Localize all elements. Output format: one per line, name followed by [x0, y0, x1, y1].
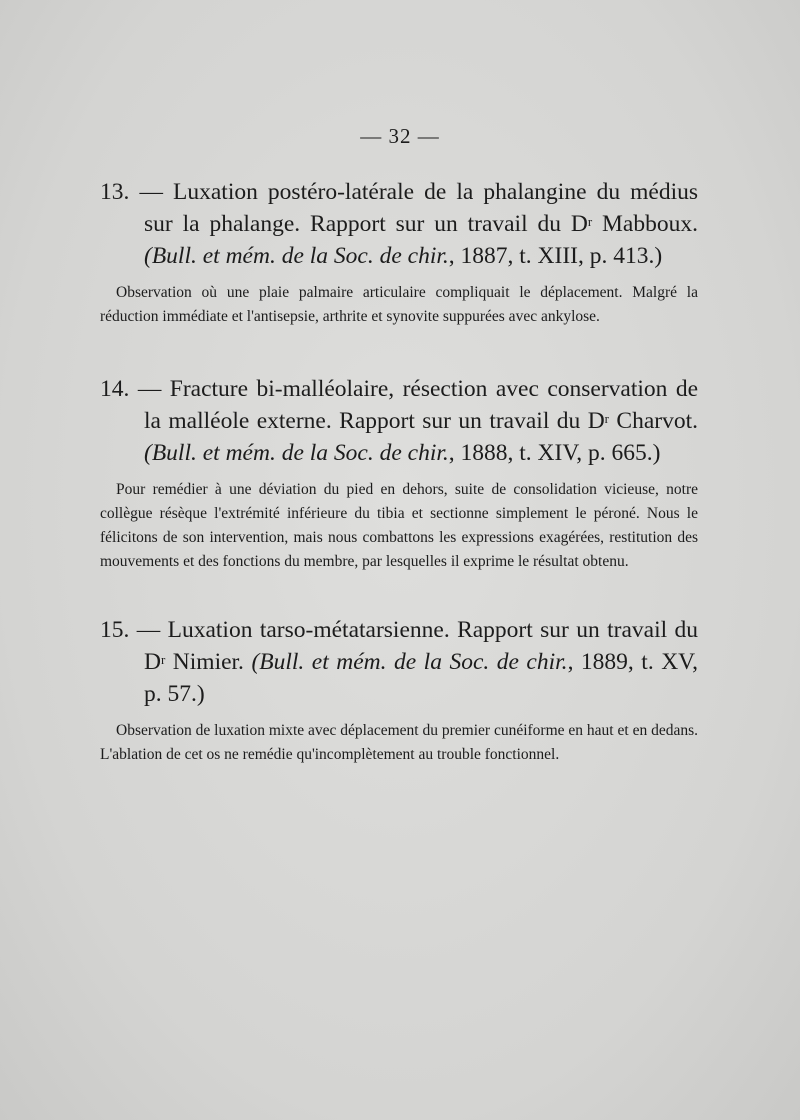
title-superscript: r	[587, 214, 593, 229]
entry-title-text: — Luxation postéro-latérale de la phalangine du médius sur la phalange. Rapport sur un travail du D	[139, 179, 699, 237]
title-superscript: r	[604, 411, 609, 426]
entry-number: 14.	[100, 376, 130, 402]
entry-title	[100, 614, 698, 710]
entry-title-text: — Luxation tarso-métatarsienne. Rapport sur un travail du D	[136, 617, 699, 675]
entry-title	[100, 373, 698, 469]
entry-title	[100, 176, 698, 272]
entry-reference: (Bull. et mém. de la Soc. de chir.	[144, 440, 449, 466]
entry-reference-details: , 1889, t. XV, p. 57.)	[144, 649, 698, 707]
entry-title-text: — Fracture bi-malléolaire, résection avec conservation de la malléole externe. Rapport sur un travail du D	[137, 376, 699, 434]
entry-reference: (Bull. et mém. de la Soc. de chir.	[144, 243, 449, 269]
page-number: — 32 —	[360, 124, 440, 148]
entry-14	[100, 373, 698, 574]
entry-author: Nimier.	[165, 649, 244, 675]
entry-description: Observation où une plaie palmaire articulaire compliquait le déplacement. Malgré la réduction immédiate et l'antisepsie, arthrite et synovite suppurées avec ankylose.	[100, 284, 698, 325]
entry-reference-details: , 1887, t. XIII, p. 413.)	[448, 243, 663, 269]
entry-description: Pour remédier à une déviation du pied en dehors, suite de consolidation vicieuse, notre collègue résèque l'extrémité inférieure du tibia et sectionne simplement le péroné. Nous le félicitons de son intervention, mais nous combattons les expressions exagérées, restitution des mouvements et des fonctions du membre, par lesquelles il exprime le résultat obtenu.	[100, 481, 698, 570]
entry-description: Observation de luxation mixte avec déplacement du premier cunéiforme en haut et en dedans. L'ablation de cet os ne remédie qu'incomplètement au trouble fonctionnel.	[100, 722, 698, 763]
entry-number: 13.	[100, 179, 130, 205]
entry-reference-details: , 1888, t. XIV, p. 665.)	[448, 440, 661, 466]
entry-13	[100, 176, 698, 329]
entry-15	[100, 614, 698, 767]
title-superscript: r	[160, 652, 166, 667]
entry-author: Charvot.	[608, 408, 698, 434]
entry-number: 15.	[100, 617, 130, 643]
entry-author: Mabboux.	[592, 211, 698, 237]
entry-reference: (Bull. et mém. de la Soc. de chir.	[251, 649, 568, 675]
